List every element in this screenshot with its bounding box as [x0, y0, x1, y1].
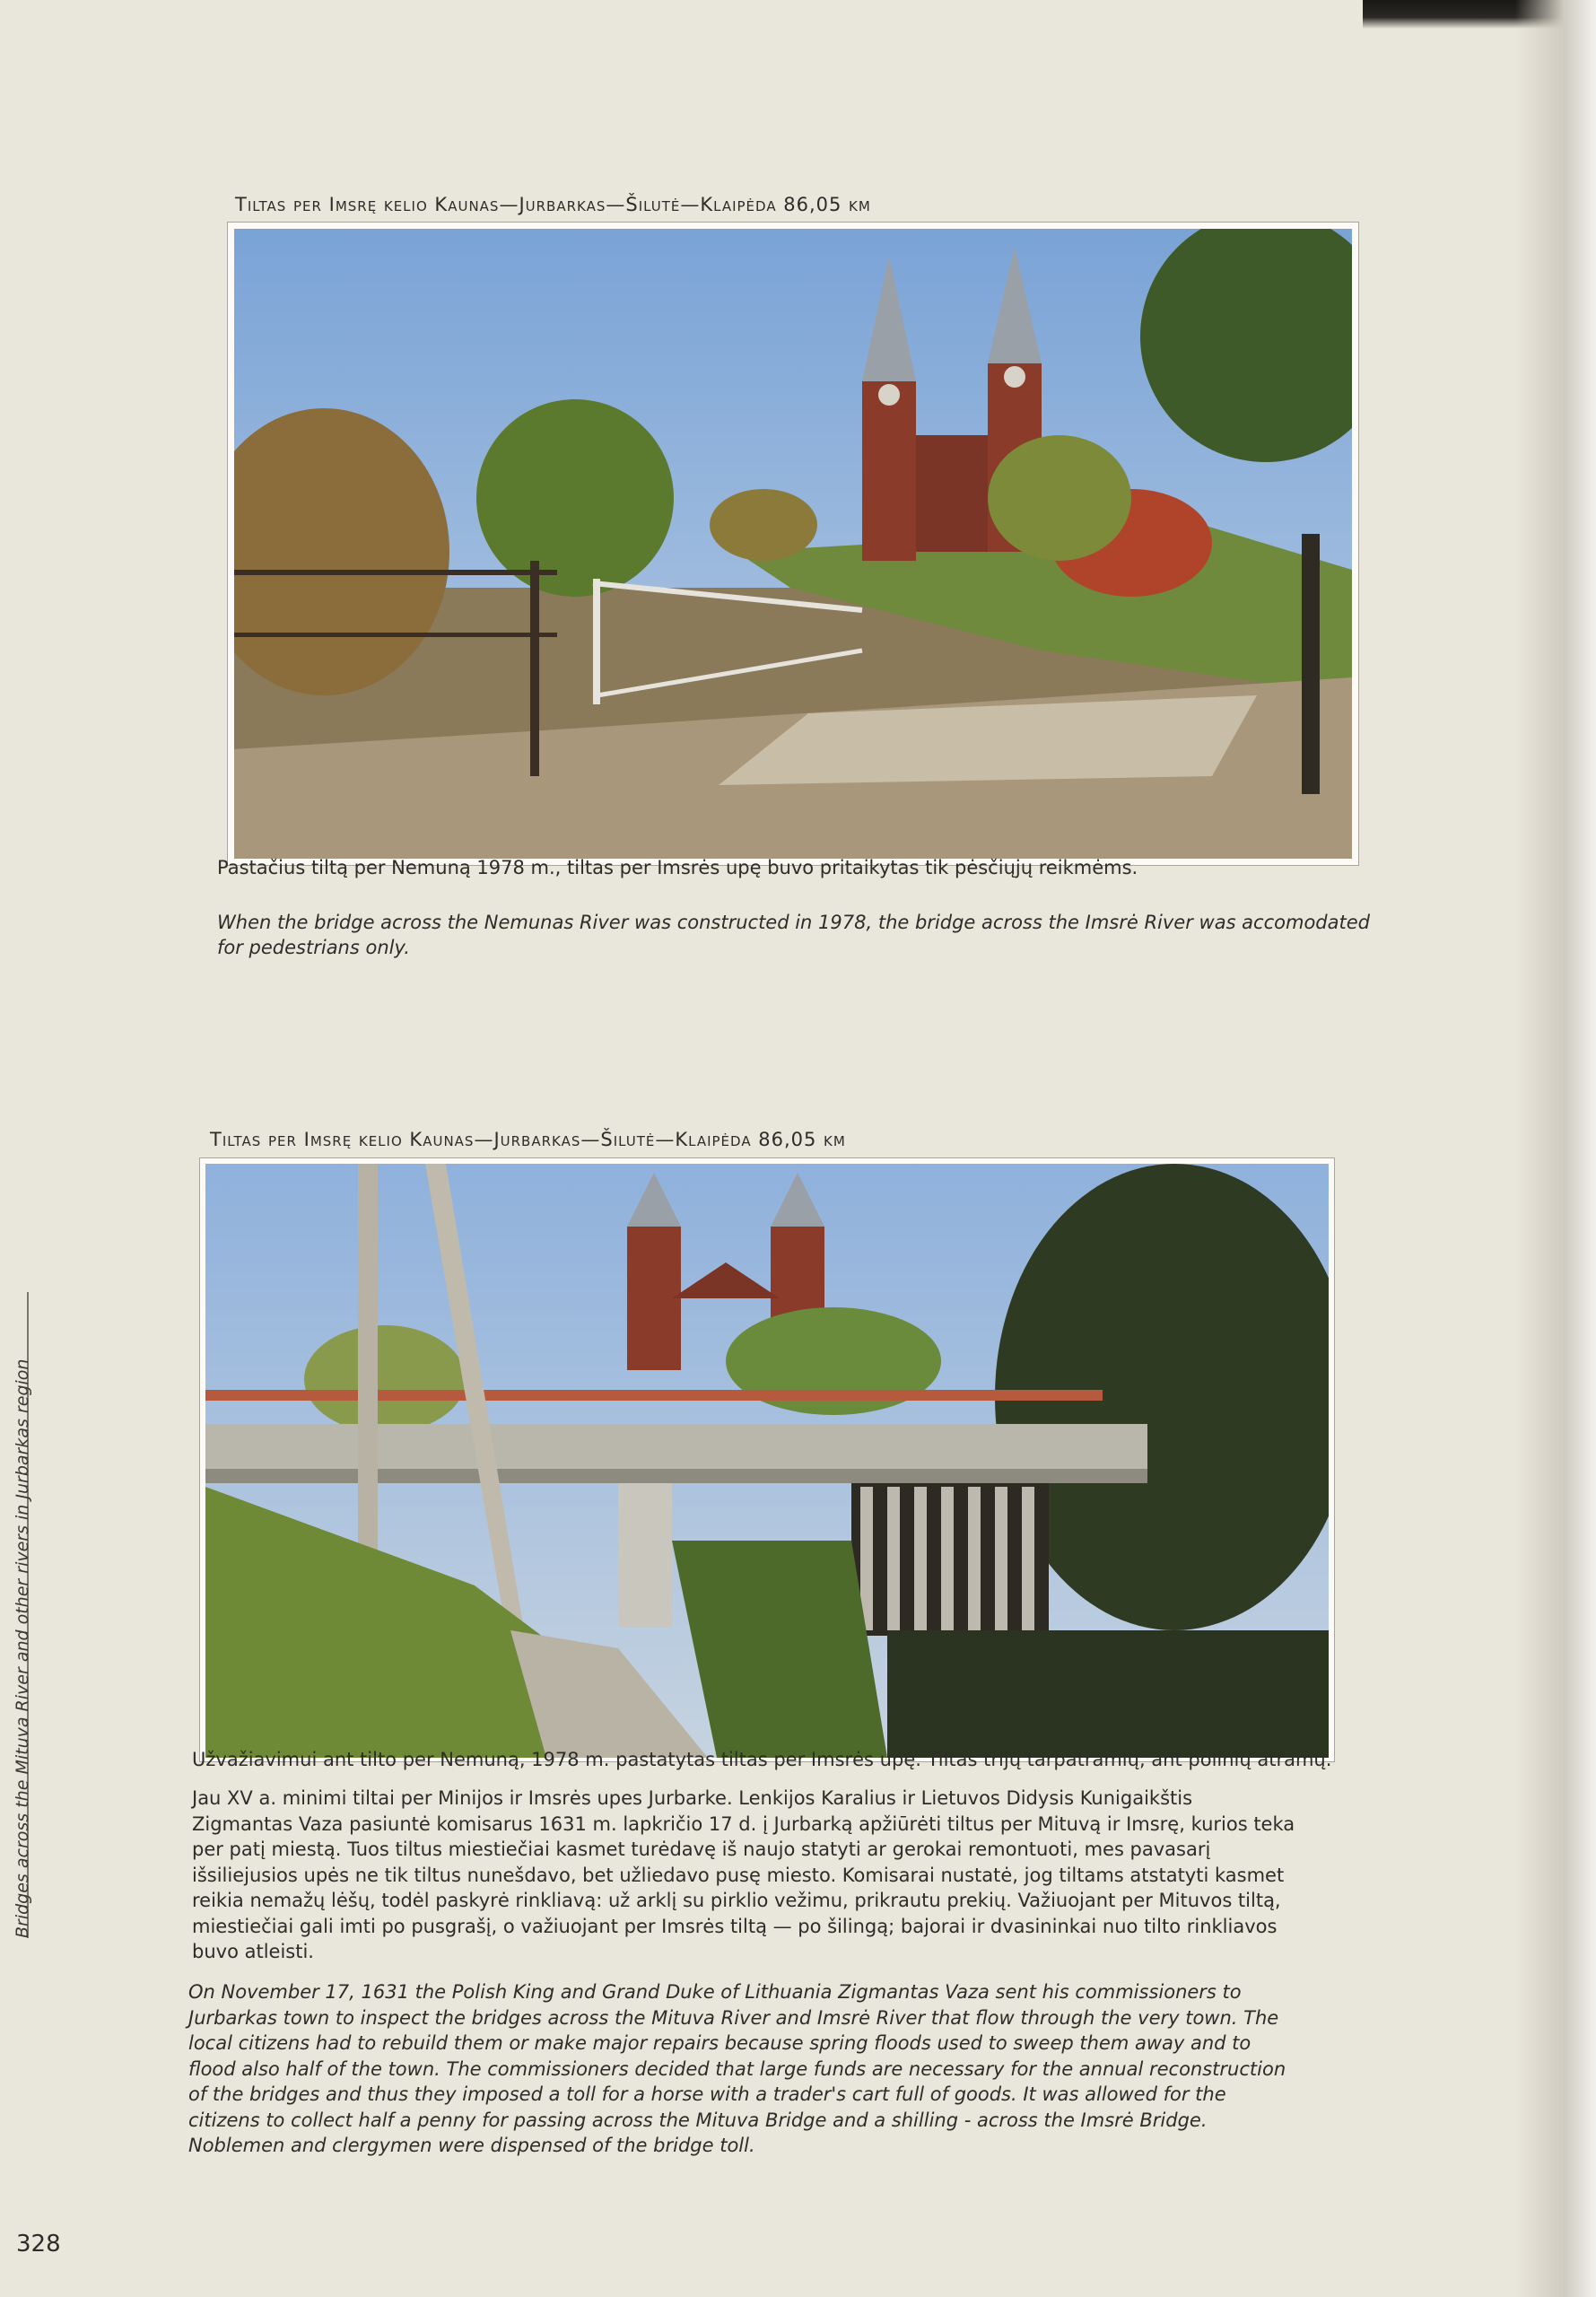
pedestrian-bridge-photo — [234, 229, 1352, 859]
figure-2-caption-lt: Užvažiavimui ant tilto per Nemuną, 1978 m. pastatytas tiltas per Imsrės upę. Tiltas trijų tarpatramių, ant polinių atramų. — [192, 1749, 1332, 1770]
margin-running-title: Bridges across the Mituva River and other rivers in Jurbarkas region — [13, 1358, 32, 1938]
figure-2-frame — [199, 1157, 1335, 1762]
figure-2-photo — [205, 1164, 1329, 1758]
figure-1-caption-en: When the bridge across the Nemunas River was constructed in 1978, the bridge across the Imsrė River was accomodated for pedestrians only. — [217, 912, 1370, 958]
body-text-en: On November 17, 1631 the Polish King and Grand Duke of Lithuania Zigmantas Vaza sent his commissioners to Jurbarkas town to inspect the bridges across the Mituva River and Imsrė River that flow through the very town. The local citizens had to rebuild them or make major repairs because spring floods used to sweep them away and to flood also half of the town. The commissioners decided that large funds are necessary for the annual reconstruction of the bridges and thus they imposed a toll for a horse with a trader's cart full of goods. It was allowed for the citizens to collect half a penny for passing across the Mituva Bridge and a shilling - across the Imsrė Bridge. Noblemen and clergymen were dispensed of the bridge toll. — [188, 1981, 1286, 2156]
figure-1-frame — [227, 222, 1359, 866]
page-number: 328 — [16, 2231, 61, 2258]
figure-2-title: Tiltas per Imsrę kelio Kaunas—Jurbarkas—Šilutė—Klaipėda 86,05 km — [210, 1129, 846, 1150]
book-gutter — [1515, 0, 1596, 2297]
road-bridge-photo — [205, 1164, 1329, 1758]
figure-1-caption-lt: Pastačius tiltą per Nemuną 1978 m., tiltas per Imsrės upę buvo pritaikytas tik pėsčiųjų reikmėms. — [217, 857, 1138, 878]
figure-1-photo — [234, 229, 1352, 859]
body-text-lt: Jau XV a. minimi tiltai per Minijos ir Imsrės upes Jurbarke. Lenkijos Karalius ir Lietuvos Didysis Kunigaikštis Zigmantas Vaza pasiuntė komisarus 1631 m. lapkričio 17 d. į Jurbarką apžiūrėti tiltus per Mituvą ir Imsrę, kurios teka per patį miestą. Tuos tiltus miestiečiai kasmet turėdavę iš naujo statyti ar gerokai remontuoti, mes pavasarį išsiliejusios upės ne tik tiltus nunešdavo, bet užliedavo pusę miesto. Komisarai nustatė, jog tiltams atstatyti kasmet reikia nemažų lėšų, todėl paskyrė rinkliavą: už arklį su pirklio vežimu, prikrautu prekių. Važiuojant per Mituvos tiltą, miestiečiai gali imti po pusgrašį, o važiuojant per Imsrės tiltą — po šilingą; bajorai ir dvasininkai nuo tilto rinkliavos buvo atleisti. — [192, 1787, 1295, 1962]
figure-1-title: Tiltas per Imsrę kelio Kaunas—Jurbarkas—Šilutė—Klaipėda 86,05 km — [235, 194, 871, 215]
